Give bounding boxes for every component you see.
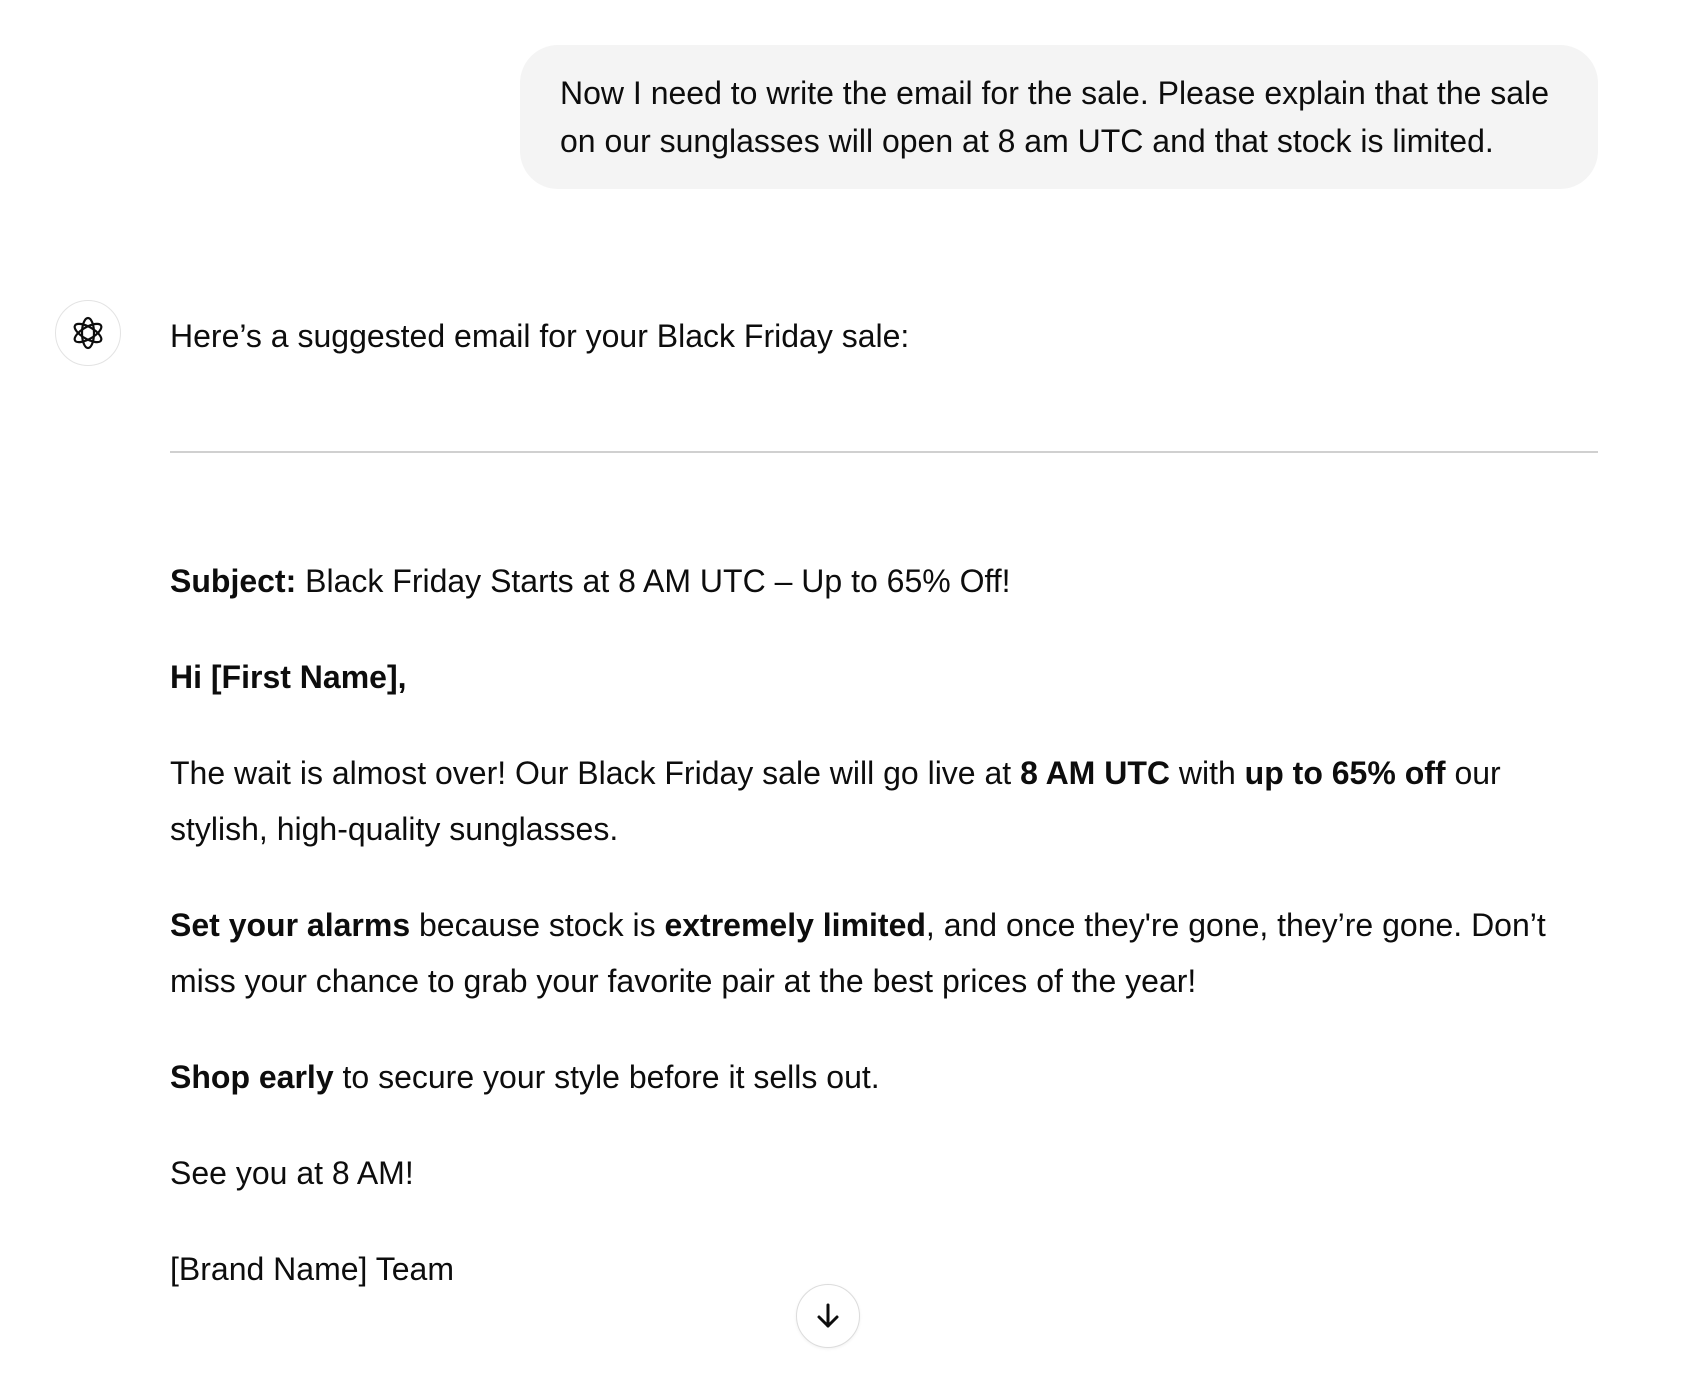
p1-text-3: our stylish, high-quality sunglasses. [170,755,1501,847]
p1-text-1: The wait is almost over! Our Black Friday sale will go live at [170,755,1021,791]
p2-text-2: , and once they're gone, they’re gone. Don’t miss your chance to grab your favorite pair at the best prices of the year! [170,907,1546,999]
assistant-avatar [55,300,121,366]
email-greeting [170,649,1598,705]
email-signoff: [Brand Name] Team [170,1251,454,1287]
openai-logo-icon [68,313,108,353]
email-paragraph-4: See you at 8 AM! [170,1155,414,1191]
p2-text-1: because stock is [410,907,665,943]
p1-text-2: with [1169,755,1245,791]
divider [170,451,1598,453]
scroll-to-bottom-button[interactable] [796,1284,860,1348]
email-paragraph-2 [170,897,1598,1009]
p2-bold-2: extremely limited [664,907,926,943]
p3-text-1: to secure your style before it sells out. [333,1059,880,1095]
email-paragraph-1 [170,745,1598,857]
user-message-bubble [520,45,1598,189]
email-draft [170,553,1598,1297]
email-subject-label: Subject: [170,563,297,599]
p3-bold-1: Shop early [170,1059,334,1095]
arrow-down-icon [813,1301,843,1331]
email-paragraph-3 [170,1049,1598,1105]
p2-bold-1: Set your alarms [170,907,411,943]
email-greeting-text: Hi [First Name], [170,659,407,695]
email-subject [170,553,1598,609]
assistant-message [170,306,1598,1337]
assistant-intro: Here’s a suggested email for your Black Friday sale: [170,318,910,354]
user-message-text: Now I need to write the email for the sale. Please explain that the sale on our sunglasses will open at 8 am UTC and that stock is limited. [560,75,1549,159]
p1-bold-1: 8 AM UTC [1020,755,1170,791]
p1-bold-2: up to 65% off [1244,755,1446,791]
email-subject-text: Black Friday Starts at 8 AM UTC – Up to 65% Off! [296,563,1011,599]
